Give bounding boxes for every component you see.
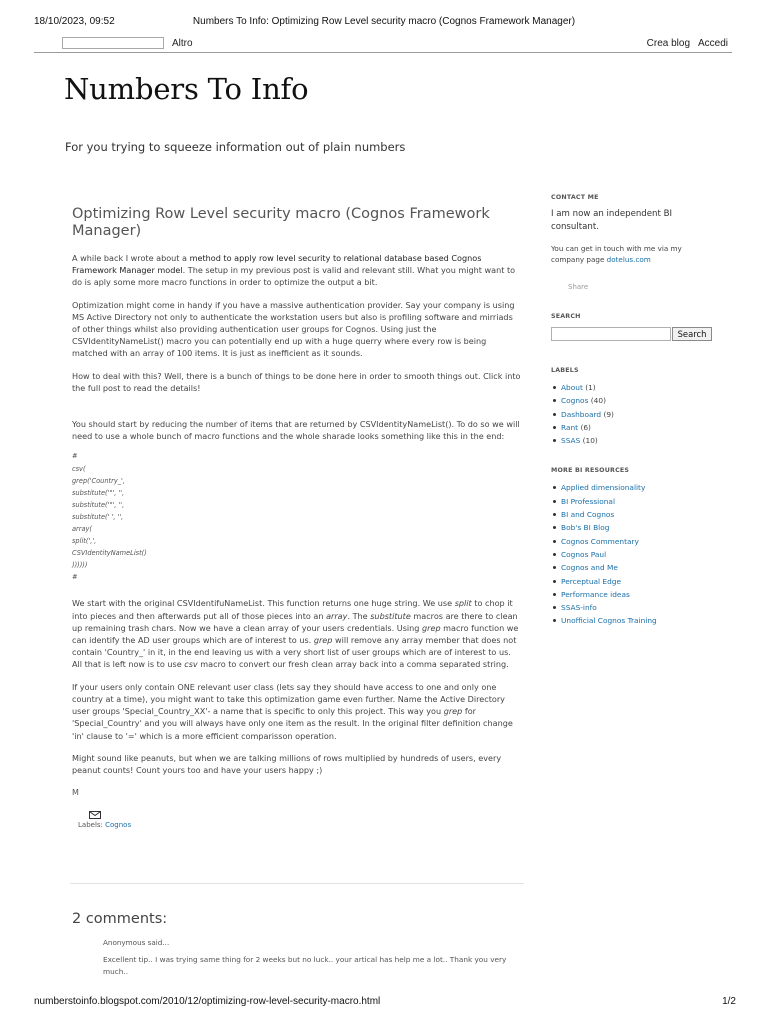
resource-link[interactable]: Perceptual Edge (561, 576, 622, 586)
resources-list (551, 481, 691, 627)
print-header (0, 16, 768, 30)
print-page-number: 1/2 (722, 996, 736, 1007)
list-item (551, 408, 691, 421)
sidebar (551, 194, 707, 648)
post-paragraph (72, 252, 522, 289)
code-line: array( (72, 525, 92, 533)
search-widget (551, 327, 707, 345)
text-run: If your users only contain ONE relevant user class (lets say they should have access to one and only one country at a time), you might want to take this optimization game even further. Name the Active Directory user groups 'Special_Country_XX'- a name that is specific to only this project. This way you (72, 681, 505, 717)
text-run: to chop it into pieces and then afterwards put all of those pieces into an (72, 598, 513, 621)
list-item (551, 588, 691, 601)
text-run: grep (313, 635, 333, 646)
label-link[interactable]: SSAS (561, 436, 581, 446)
resource-link[interactable]: Cognos Commentary (561, 536, 639, 546)
blog-post (72, 206, 522, 829)
list-item (551, 381, 691, 394)
list-item (551, 561, 691, 574)
macro-code-block (72, 450, 522, 583)
list-item (551, 614, 691, 627)
list-item (551, 601, 691, 614)
label-link[interactable]: Rant (561, 422, 579, 432)
resource-link[interactable]: Unofficial Cognos Training (561, 616, 657, 626)
resource-link[interactable]: Cognos and Me (561, 563, 618, 573)
text-run: . The setup in my previous post is valid and relevant still. What you might want to do is aply some more macro functions in order to optimize the output a bit. (72, 265, 516, 288)
login-link[interactable]: Accedi (697, 38, 728, 49)
post-divider (70, 883, 524, 884)
contact-text: I am now an independent BI consultant. (551, 209, 673, 232)
sidebar-search-input[interactable] (551, 327, 671, 341)
search-button[interactable]: Search (672, 327, 712, 341)
labels-heading: LABELS (551, 367, 579, 374)
label-count: (40) (588, 396, 606, 406)
text-run: You can get in touch with me via my company page (551, 244, 682, 264)
text-run: csv (184, 659, 198, 670)
post-paragraph (72, 597, 522, 670)
email-post-icon[interactable] (89, 811, 101, 819)
list-item (551, 575, 691, 588)
code-line: )))))) (72, 561, 88, 570)
list-item (551, 535, 691, 548)
code-line: substitute('"', '', (72, 500, 125, 509)
post-paragraph: Optimization might come in handy if you have a massive authentication provider. Say your company is using MS Active Directory not only to authenticate the workstation users but also is profiling software and mirriads of other things whilst also providing authentication user groups for Cognos. Using just the CSVIdentityNameList() macro you can potentially end up with a huge querry where every row is being matched with an array of 100 items. It is just as inefficient as it sounds. (72, 299, 515, 359)
print-url: numberstoinfo.blogspot.com/2010/12/optimizing-row-level-security-macro.html (34, 996, 381, 1007)
list-item (551, 434, 691, 447)
resource-link[interactable]: SSAS-info (561, 603, 597, 613)
post-labels (78, 821, 522, 829)
code-line: # (72, 452, 78, 461)
label-link[interactable]: Dashboard (561, 409, 602, 419)
list-item (551, 394, 691, 407)
previous-post-link[interactable]: method to apply row level security to relational database based Cognos Framework Manager model (72, 253, 482, 276)
text-run: A while back I wrote about a (72, 253, 190, 263)
code-line: split(',', (72, 537, 97, 546)
print-datetime: 18/10/2023, 09:52 (34, 16, 115, 27)
text-run: will remove any array member that does not contain 'Country_' in it, in the end leaving us with a very short list of user groups which are of interest to us. All that is left now is to use (72, 635, 517, 670)
navbar-search-input[interactable] (62, 37, 164, 49)
text-run: . The (347, 610, 371, 621)
resources-heading: MORE BI RESOURCES (551, 467, 630, 475)
resource-link[interactable]: Cognos Paul (561, 549, 607, 559)
text-run: grep (422, 622, 441, 633)
label-count: (1) (582, 383, 596, 392)
text-run: split (454, 598, 472, 609)
blogger-navbar (34, 34, 732, 53)
list-item (551, 421, 691, 434)
post-paragraph: You should start by reducing the number of items that are returned by CSVIdentityNameList(). To do so we will need to use a whole bunch of macro functions and the whole sharade looks something like this in the end: (72, 419, 520, 442)
post-title[interactable]: Optimizing Row Level security macro (Cognos Framework Manager) (72, 206, 490, 239)
label-link-cognos[interactable]: Cognos (105, 821, 132, 830)
code-line: substitute('"', '', (72, 488, 125, 497)
print-footer (0, 996, 768, 1010)
blog-title[interactable]: Numbers To Info (64, 72, 309, 106)
contact-subtext (551, 244, 691, 265)
resource-link[interactable]: Bob's BI Blog (561, 523, 610, 533)
code-line: # (72, 573, 78, 582)
label-count: (10) (580, 436, 598, 446)
post-paragraph: Might sound like peanuts, but when we are talking millions of rows multiplied by hundreds of users, every peanut counts! Count yours too and have your users happy ;) (72, 752, 502, 775)
text-run: grep (443, 706, 463, 717)
list-item (551, 508, 691, 521)
list-item (551, 495, 691, 508)
text-run: macro function we can identify the AD user groups which are of interest to us. (72, 622, 519, 646)
labels-prefix: Labels: (78, 821, 106, 830)
print-document-title: Numbers To Info: Optimizing Row Level security macro (Cognos Framework Manager) (192, 16, 576, 27)
post-signature: M (72, 788, 79, 798)
create-blog-link[interactable]: Crea blog (646, 38, 690, 49)
comment (103, 938, 508, 977)
post-paragraph: How to deal with this? Well, there is a bunch of things to be done here in order to smooth things out. Click into the full post to read the details! (72, 370, 521, 393)
resource-link[interactable]: BI and Cognos (561, 510, 615, 520)
text-run: macro to convert our fresh clean array back into a comma separated string. (197, 659, 509, 670)
code-line: csv( (72, 464, 86, 473)
code-line: substitute(' ', '', (72, 512, 124, 521)
code-line: grep('Country_', (72, 476, 125, 485)
share-button[interactable]: Share (568, 283, 589, 291)
label-link[interactable]: Cognos (561, 396, 589, 406)
list-item (551, 481, 691, 494)
search-heading: SEARCH (551, 313, 581, 320)
resource-link[interactable]: BI Professional (561, 496, 616, 506)
label-count: (6) (578, 422, 591, 432)
comment-body: Excellent tip.. I was trying same thing for 2 weeks but no luck.. your artical has help me a lot.. Thank you very much.. (103, 955, 507, 976)
text-run: for 'Special_Country' and you will always have only one item as the result. In the original filter definition change 'in' clause to '=' which is a more efficient comparisson operation. (72, 706, 513, 741)
navbar-more-link[interactable]: Altro (172, 38, 193, 49)
contact-heading: CONTACT ME (551, 194, 599, 201)
comments-heading: 2 comments: (72, 911, 168, 927)
resource-link[interactable]: Performance ideas (561, 589, 630, 599)
company-link[interactable]: dotelus.com (606, 254, 651, 264)
text-run: We start with the original CSVIdentifuNameList. This function returns one huge string. We use (72, 598, 455, 609)
text-run: substitute (370, 610, 411, 621)
resource-link[interactable]: Applied dimensionality (561, 483, 646, 493)
text-run: macros are there to clean up remaining trash chars. Now we have a clean array of your users credentials. Using (72, 610, 518, 633)
blog-description: For you trying to squeeze information out of plain numbers (65, 140, 406, 154)
code-line: CSVIdentityNameList() (72, 549, 147, 558)
list-item (551, 521, 691, 534)
list-item (551, 548, 691, 561)
label-link[interactable]: About (561, 383, 583, 392)
text-run: array (326, 610, 348, 621)
comment-author[interactable]: Anonymous said... (103, 938, 170, 947)
labels-list (551, 381, 691, 447)
label-count: (9) (601, 409, 614, 419)
post-paragraph (72, 681, 522, 742)
